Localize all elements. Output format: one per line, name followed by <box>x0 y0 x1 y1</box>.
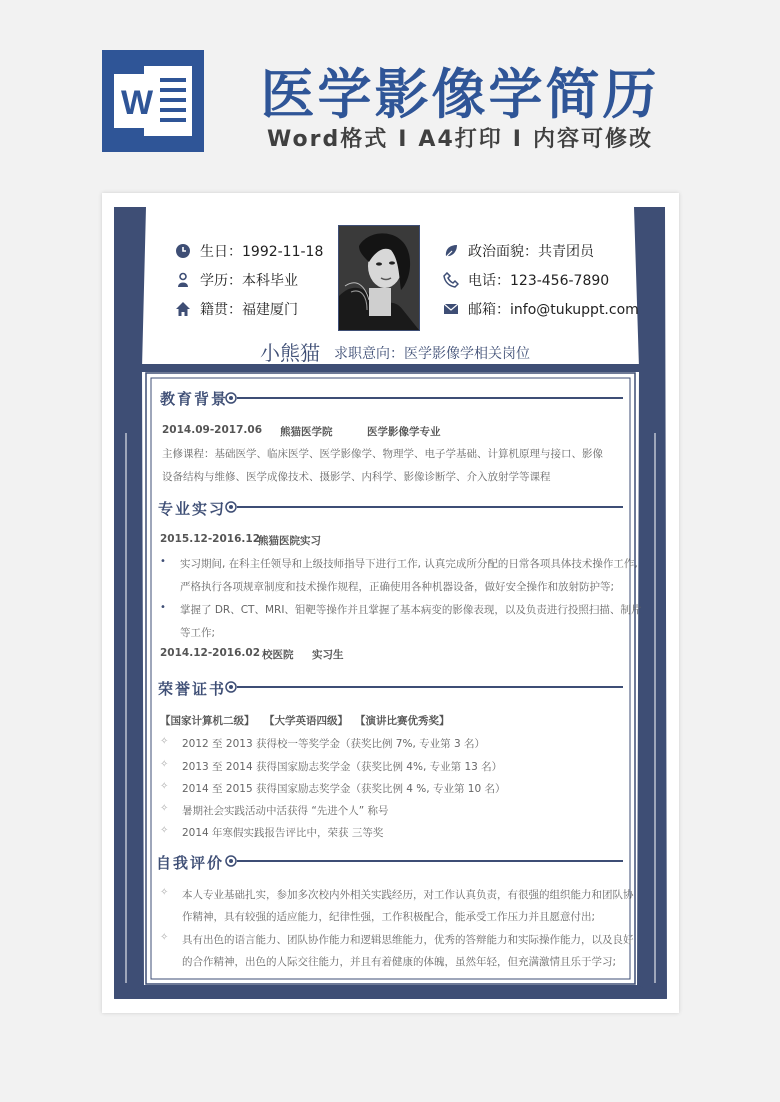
education-school: 熊猫医学院 <box>280 426 333 438</box>
honor-tag-computer: 【国家计算机二级】 <box>160 715 255 727</box>
section-dot-icon <box>225 501 237 513</box>
internship-period-1: 2015.12-2016.12 <box>160 533 261 545</box>
email-text: 邮箱：info@tukuppt.com <box>468 302 639 318</box>
internship-item2-line1: 掌握了 DR、CT、MRI、钼靶等操作并且掌握了基本病变的影像表现，以及负责进行投照扫描、制片 <box>180 604 642 616</box>
bullet-dot: • <box>160 602 166 613</box>
section-divider <box>237 397 623 399</box>
self-eval-line3: 具有出色的语言能力、团队协作能力和逻辑思维能力，优秀的答辩能力和实际操作能力，以及良好 <box>182 934 634 946</box>
banner-sub-print: A4打印 <box>418 127 503 152</box>
honor-item: 2014 年寒假实践报告评比中，荣获 三等奖 <box>182 827 384 839</box>
diamond-bullet-icon: ✧ <box>160 736 169 747</box>
diamond-bullet-icon: ✧ <box>160 932 169 943</box>
word-logo-letter: W <box>120 84 154 122</box>
banner-sub-format: Word格式 <box>267 127 389 152</box>
profile-photo <box>338 225 420 331</box>
honor-tag-speech: 【演讲比赛优秀奖】 <box>355 715 450 727</box>
birth-text: 生日：1992-11-18 <box>200 244 324 260</box>
home-icon <box>174 300 192 318</box>
section-divider <box>237 506 623 508</box>
mail-icon <box>442 300 460 318</box>
self-eval-line4: 的合作精神，出色的人际交往能力，并且有着健康的体魄，虽然年轻，但充满激情且乐于学习; <box>182 956 617 968</box>
education-course-line2: 设备结构与维修、医学成像技术、摄影学、内科学、影像诊断学、介入放射学等课程 <box>162 471 551 483</box>
honor-item: 暑期社会实践活动中活获得 “先进个人” 称号 <box>182 805 389 817</box>
banner-sep: I <box>398 127 409 152</box>
banner-sub-edit: 内容可修改 <box>532 127 653 152</box>
section-dot-icon <box>225 855 237 867</box>
internship-org-2: 校医院 <box>262 649 294 661</box>
section-title-internship: 专业实习 <box>158 500 227 518</box>
politics-info <box>442 241 594 261</box>
education-info <box>174 270 298 290</box>
section-dot-icon <box>225 681 237 693</box>
phone-text: 电话：123-456-7890 <box>468 273 610 289</box>
honor-tag-english: 【大学英语四级】 <box>264 715 348 727</box>
resume-page <box>102 193 679 1013</box>
candidate-name: 小熊猫 <box>260 341 320 365</box>
diamond-bullet-icon: ✧ <box>160 803 169 814</box>
bullet-dot: • <box>160 556 166 567</box>
education-course-line1: 主修课程：基础医学、临床医学、医学影像学、物理学、电子学基础、计算机原理与接口、影像 <box>162 448 603 460</box>
section-title-honors: 荣誉证书 <box>158 680 227 698</box>
section-title-education: 教育背景 <box>160 390 229 408</box>
honor-item: 2014 至 2015 获得国家励志奖学金（获奖比例 4 %, 专业第 10 名） <box>182 783 506 795</box>
honor-item: 2013 至 2014 获得国家励志奖学金（获奖比例 4%, 专业第 13 名） <box>182 761 503 773</box>
honor-item: 2012 至 2013 获得校一等奖学金（获奖比例 7%, 专业第 3 名） <box>182 738 485 750</box>
banner-title: 医学影像学简历 <box>260 63 660 126</box>
internship-period-2: 2014.12-2016.02 <box>160 647 261 659</box>
education-major: 医学影像学专业 <box>367 426 441 438</box>
phone-info <box>442 270 609 290</box>
banner-sep: I <box>512 127 523 152</box>
internship-role-2: 实习生 <box>312 649 344 661</box>
clock-icon <box>174 242 192 260</box>
diamond-bullet-icon: ✧ <box>160 887 169 898</box>
diamond-bullet-icon: ✧ <box>160 781 169 792</box>
section-divider <box>237 686 623 688</box>
education-text: 学历：本科毕业 <box>200 273 298 289</box>
self-eval-line2: 作精神，具有较强的适应能力，纪律性强，工作积极配合，能承受工作压力并且愿意付出; <box>182 911 596 923</box>
birth-info <box>174 241 323 261</box>
internship-org-1: 熊猫医院实习 <box>258 535 321 547</box>
phone-icon <box>442 271 460 289</box>
banner-subtitle <box>250 122 670 153</box>
politics-text: 政治面貌：共青团员 <box>468 244 594 260</box>
job-intention: 求职意向：医学影像学相关岗位 <box>334 346 530 362</box>
section-title-self-evaluation: 自我评价 <box>156 854 225 872</box>
person-icon <box>174 271 192 289</box>
internship-item2-line2: 等工作; <box>180 627 216 639</box>
education-period: 2014.09-2017.06 <box>162 424 263 436</box>
diamond-bullet-icon: ✧ <box>160 825 169 836</box>
diamond-bullet-icon: ✧ <box>160 759 169 770</box>
origin-text: 籍贯：福建厦门 <box>200 302 298 318</box>
leaf-icon <box>442 242 460 260</box>
internship-item1-line2: 严格执行各项规章制度和技术操作规程，正确使用各种机器设备，做好安全操作和放射防护等; <box>180 581 615 593</box>
email-info <box>442 299 639 319</box>
section-dot-icon <box>225 392 237 404</box>
internship-item1-line1: 实习期间, 在科主任领导和上级技师指导下进行工作, 认真完成所分配的日常各项具体技术操作工作, <box>180 558 638 570</box>
origin-info <box>174 299 298 319</box>
self-eval-line1: 本人专业基础扎实，参加多次校内外相关实践经历，对工作认真负责，有很强的组织能力和团队协 <box>182 889 634 901</box>
section-divider <box>237 860 623 862</box>
word-logo <box>102 50 204 152</box>
